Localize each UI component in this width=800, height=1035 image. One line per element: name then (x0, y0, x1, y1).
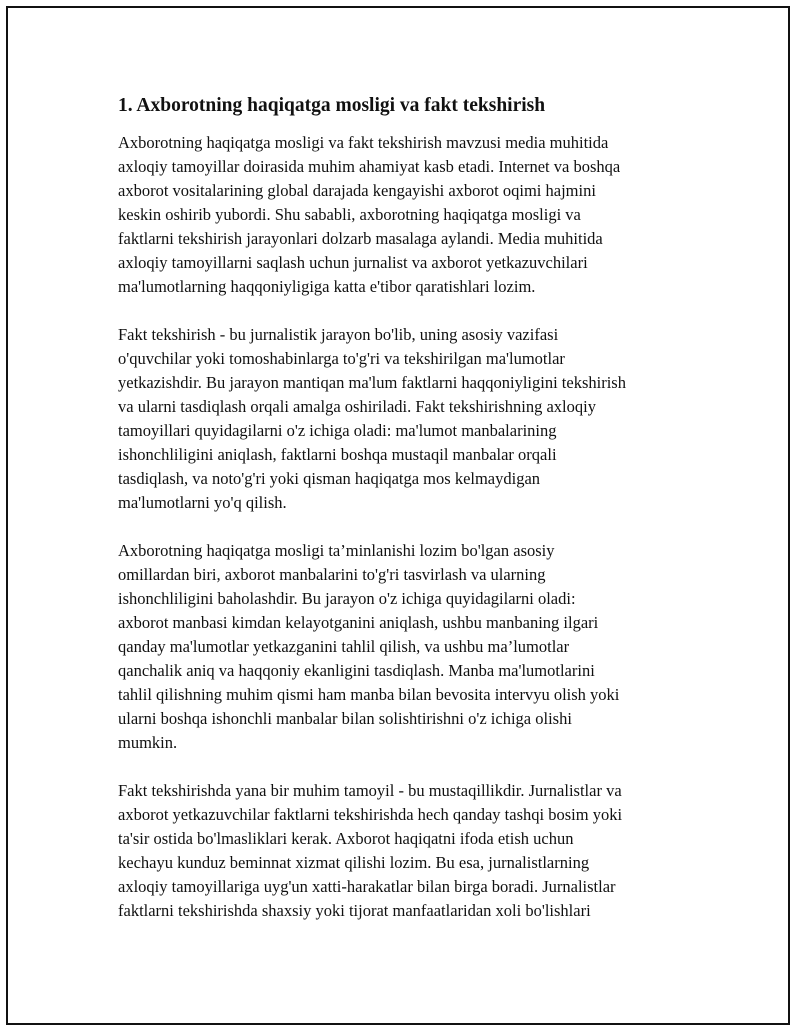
text-line: qanday ma'lumotlar yetkazganini tahlil qilish, va ushbu ma’lumotlar (118, 637, 570, 656)
text-line: faktlarni tekshirishda shaxsiy yoki tijorat manfaatlaridan xoli bo'lishlari (118, 901, 591, 920)
text-line: ta'sir ostida bo'lmasliklari kerak. Axborot haqiqatni ifoda etish uchun (118, 829, 574, 848)
text-line: tasdiqlash, va noto'g'ri yoki qisman haqiqatga mos kelmaydigan (118, 469, 541, 488)
text-line: kechayu kunduz beminnat xizmat qilishi lozim. Bu esa, jurnalistlarning (118, 853, 590, 872)
text-line: o'quvchilar yoki tomoshabinlarga to'g'ri va tekshirilgan ma'lumotlar (118, 349, 565, 368)
text-line: axborot manbasi kimdan kelayotganini aniqlash, ushbu manbaning ilgari (118, 613, 599, 632)
text-line: keskin oshirib yubordi. Shu sababli, axborotning haqiqatga mosligi va (118, 205, 581, 224)
text-line: axloqiy tamoyillariga uyg'un xatti-harakatlar bilan birga boradi. Jurnalistlar (118, 877, 616, 896)
text-line: axborot vositalarining global darajada kengayishi axborot oqimi hajmini (118, 181, 596, 200)
text-line: va ularni tasdiqlash orqali amalga oshiriladi. Fakt tekshirishning axloqiy (118, 397, 596, 416)
text-line: axloqiy tamoyillarni saqlash uchun jurnalist va axborot yetkazuvchilari (118, 253, 588, 272)
text-line: Fakt tekshirishda yana bir muhim tamoyil - bu mustaqillikdir. Jurnalistlar va (118, 781, 622, 800)
text-line: faktlarni tekshirish jarayonlari dolzarb masalaga aylandi. Media muhitida (118, 229, 603, 248)
paragraph-3 (118, 539, 703, 755)
text-line: Fakt tekshirish - bu jurnalistik jarayon bo'lib, uning asosiy vazifasi (118, 325, 559, 344)
text-line: Axborotning haqiqatga mosligi ta’minlanishi lozim bo'lgan asosiy (118, 541, 555, 560)
text-line: ishonchliligini aniqlash, faktlarni boshqa mustaqil manbalar orqali (118, 445, 557, 464)
paragraph-2 (118, 323, 703, 515)
text-line: qanchalik aniq va haqqoniy ekanligini tasdiqlash. Manba ma'lumotlarini (118, 661, 595, 680)
paragraph-1 (118, 131, 703, 299)
text-line: Axborotning haqiqatga mosligi va fakt tekshirish mavzusi media muhitida (118, 133, 609, 152)
text-line: ishonchliligini baholashdir. Bu jarayon o'z ichiga quyidagilarni oladi: (118, 589, 576, 608)
section-heading: 1. Axborotning haqiqatga mosligi va fakt tekshirish (118, 95, 546, 116)
text-line: axloqiy tamoyillar doirasida muhim ahamiyat kasb etadi. Internet va boshqa (118, 157, 621, 176)
text-line: omillardan biri, axborot manbalarini to'g'ri tasvirlash va ularning (118, 565, 546, 584)
paragraph-4 (118, 779, 703, 923)
text-line: tamoyillari quyidagilarni o'z ichiga oladi: ma'lumot manbalarining (118, 421, 557, 440)
text-line: ma'lumotlarning haqqoniyligiga katta e'tibor qaratishlari lozim. (118, 277, 536, 296)
text-line: axborot yetkazuvchilar faktlarni tekshirishda hech qanday tashqi bosim yoki (118, 805, 623, 824)
text-line: mumkin. (118, 733, 178, 752)
text-line: ularni boshqa ishonchli manbalar bilan solishtirishni o'z ichiga olishi (118, 709, 572, 728)
text-line: yetkazishdir. Bu jarayon mantiqan ma'lum faktlarni haqqoniyligini tekshirish (118, 373, 626, 392)
text-line: tahlil qilishning muhim qismi ham manba bilan bevosita intervyu olish yoki (118, 685, 620, 704)
text-line: ma'lumotlarni yo'q qilish. (118, 493, 287, 512)
document-body (118, 92, 703, 947)
